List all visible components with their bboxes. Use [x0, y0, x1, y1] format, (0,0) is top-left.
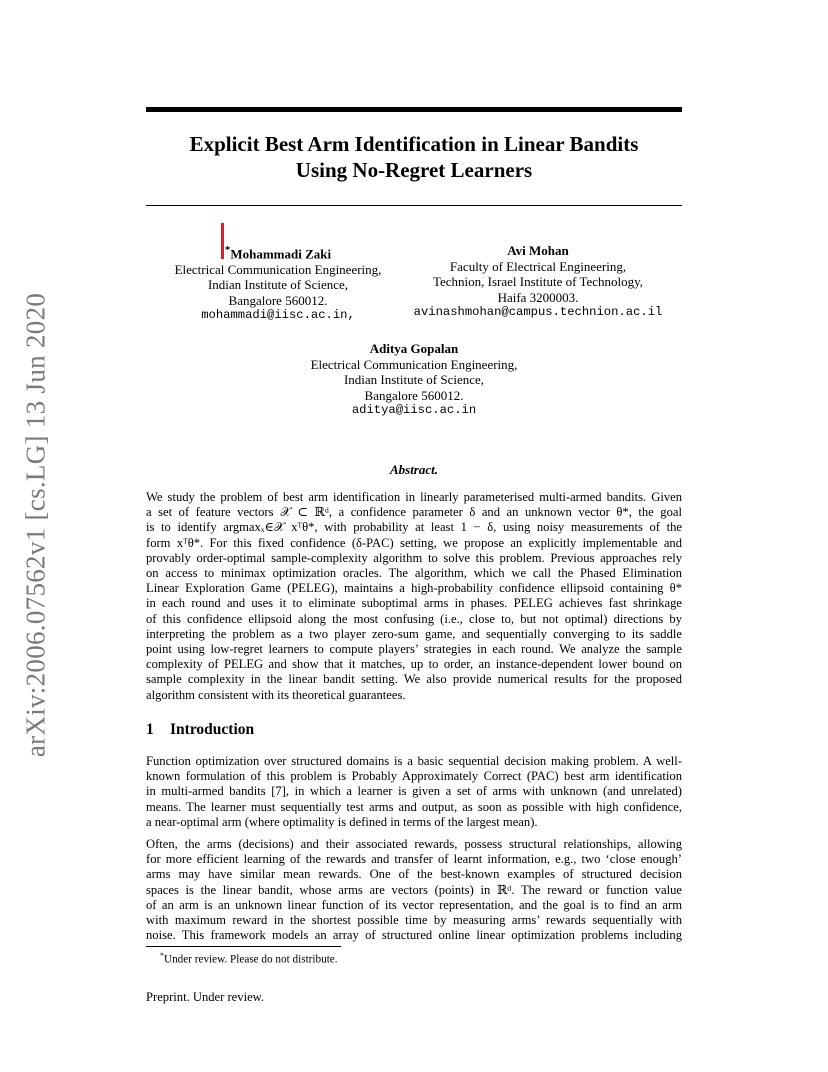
intro-line: a near-optimal arm (where optimality is defined in terms of the largest mean). [146, 814, 538, 829]
abstract-line: point using low-regret learners to compute players’ strategies in each round. We analyze the sample [146, 642, 682, 657]
title-top-rule [146, 107, 682, 112]
abstract-heading: Abstract. [389, 462, 439, 477]
abstract-line: on access to minimax optimization oracles. The algorithm, which we call the Phased Elimination [146, 566, 682, 581]
section-title: Introduction [170, 721, 255, 738]
paper-title [146, 131, 682, 183]
author-name: Aditya Gopalan [369, 341, 459, 356]
abstract-line: form xᵀθ*. For this fixed confidence (δ-PAC) setting, we propose an explicitly implementable and [146, 535, 682, 550]
abstract-line: interpreting the problem as a two player zero-sum game, and sequentially converging to its saddle [146, 626, 682, 641]
abstract-line: complexity of PELEG and show that it matches, up to order, an instance-dependent lower bound on [146, 657, 682, 672]
abstract-line: provably order-optimal sample-complexity algorithm to solve this problem. Previous approaches rely [146, 550, 682, 565]
abstract-line: of this confidence ellipsoid along the most confusing (i.e., close to, but not optimal) directions by [146, 611, 682, 626]
author-email[interactable]: aditya@iisc.ac.in [351, 403, 477, 417]
abstract-line: is to identify argmaxₓ∈𝒳 xᵀθ*, with probability at least 1 − δ, using noisy measurements of the [146, 520, 682, 535]
author-email[interactable]: avinashmohan@campus.technion.ac.il [413, 305, 663, 319]
abstract-line: sample complexity in the linear bandit setting. We also provide numerical results for the proposed [146, 672, 682, 687]
author-affiliation: Bangalore 560012. [228, 292, 328, 308]
intro-paragraph-1 [146, 754, 682, 830]
intro-line: of an arm is an unknown linear function of its vector representation, and the goal is to find an arm [146, 897, 682, 912]
title-line: Explicit Best Arm Identification in Linear Bandits [189, 132, 639, 156]
abstract-line: We study the problem of best arm identification in linearly parameterised multi-armed bandits. Given [146, 490, 682, 504]
author-affiliation: Haifa 3200003. [497, 289, 579, 305]
arxiv-identifier: arXiv:2006.07562v1 [cs.LG] 13 Jun 2020 [20, 292, 51, 758]
author-block-gopalan [264, 341, 564, 419]
author-block-zaki [158, 243, 398, 324]
title-line: Using No-Regret Learners [295, 158, 533, 182]
author-affiliation: Technion, Israel Institute of Technology, [432, 274, 644, 289]
intro-line: Often, the arms (decisions) and their associated rewards, possess structural relationships, allowing [146, 837, 682, 851]
intro-line: with maximum reward in the shortest possible time by measuring arms’ rewards sequentially with [146, 913, 682, 928]
footnote-rule [146, 946, 341, 947]
author-block-mohan [398, 243, 678, 321]
intro-line: spaces is the linear bandit, whose arms are vectors (points) in ℝᵈ. The reward or function value [146, 882, 682, 897]
intro-line: arms may have similar mean rewards. One of the best-known examples of structured decision [146, 867, 682, 882]
section-heading-introduction [146, 721, 254, 739]
intro-line: for more efficient learning of the rewards and transfer of learnt information, e.g., two ‘close enough’ [146, 852, 682, 867]
author-email[interactable]: mohammadi@iisc.ac.in, [201, 308, 355, 323]
author-affiliation: Electrical Communication Engineering, [310, 356, 518, 372]
footnote-marker: * [160, 951, 164, 960]
author-affiliation: Bangalore 560012. [364, 387, 464, 403]
intro-line: means. The learner must sequentially test arms and output, as soon as possible with high confidence, [146, 799, 682, 814]
arxiv-sidebar-stamp [14, 290, 58, 760]
abstract-line: in each round and uses it to eliminate suboptimal arms in phases. PELEG achieves fast shrinkage [146, 596, 682, 611]
footnote [160, 951, 338, 966]
abstract-line: algorithm consistent with its theoretical guarantees. [146, 687, 406, 702]
section-number: 1 [146, 721, 154, 738]
abstract-line: a set of feature vectors 𝒳 ⊂ ℝᵈ, a confidence parameter δ and an unknown vector θ*, the goal [146, 505, 682, 520]
intro-line: Function optimization over structured domains is a basic sequential decision making problem. A well- [146, 754, 682, 768]
author-affiliation: Indian Institute of Science, [207, 277, 349, 293]
abstract-line: Linear Exploration Game (PELEG), maintains a high-probability confidence ellipsoid containing θ* [146, 581, 682, 596]
author-marker: * [224, 244, 231, 256]
footnote-text: Under review. Please do not distribute. [164, 953, 338, 966]
preprint-note: Preprint. Under review. [146, 990, 265, 1004]
author-name: Avi Mohan [507, 243, 569, 258]
title-bottom-rule [146, 205, 682, 206]
abstract-body [146, 490, 682, 703]
intro-line: known formulation of this problem is Probably Approximately Correct (PAC) best arm identification [146, 769, 682, 784]
author-name: *Mohammadi Zaki [224, 244, 332, 262]
intro-line: noise. This framework models an array of structured online linear optimization problems including [146, 928, 682, 943]
author-affiliation: Indian Institute of Science, [343, 372, 485, 387]
intro-line: in multi-armed bandits [7], in which a learner is given a set of arms with unknown (and unrelated) [146, 784, 682, 799]
author-affiliation: Faculty of Electrical Engineering, [449, 258, 627, 274]
author-affiliation: Electrical Communication Engineering, [174, 261, 382, 277]
intro-paragraph-2 [146, 837, 682, 943]
